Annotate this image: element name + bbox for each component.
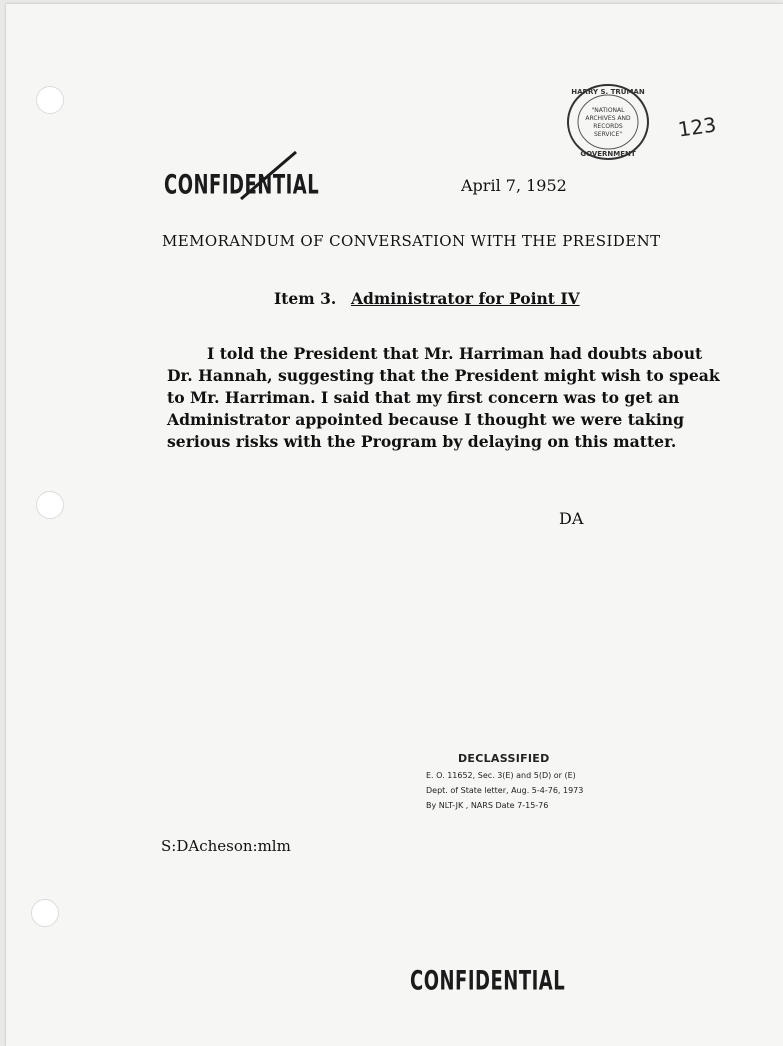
body-line: to Mr. Harriman. I said that my first concern was to get an — [167, 388, 680, 407]
svg-text:ARCHIVES AND: ARCHIVES AND — [585, 115, 631, 122]
punch-hole — [36, 491, 64, 519]
svg-text:"NATIONAL: "NATIONAL — [591, 107, 625, 114]
punch-hole — [31, 899, 59, 927]
item-number: Item 3. — [274, 289, 337, 308]
confidential-stamp-top: CONFIDENTIAL — [164, 168, 320, 201]
declassified-heading: DECLASSIFIED — [458, 752, 550, 765]
item-title: Administrator for Point IV — [351, 289, 580, 308]
memo-body — [167, 343, 720, 453]
body-line: Dr. Hannah, suggesting that the President might wish to speak — [167, 366, 720, 385]
body-line: Administrator appointed because I thought we were taking — [167, 410, 684, 429]
reference-line: S:DAcheson:mlm — [161, 837, 291, 855]
svg-text:SERVICE": SERVICE" — [593, 131, 623, 138]
body-line: I told the President that Mr. Harriman had doubts about — [207, 344, 703, 363]
declass-line: E. O. 11652, Sec. 3(E) and 5(D) or (E) — [426, 771, 576, 780]
declassification-stamp — [426, 752, 646, 810]
strike-mark — [236, 144, 306, 204]
declass-line: By NLT-JK , NARS Date 7-15-76 — [426, 801, 549, 810]
svg-text:GOVERNMENT: GOVERNMENT — [580, 150, 636, 158]
author-initials: DA — [559, 509, 584, 528]
archives-seal — [564, 82, 652, 162]
body-line: serious risks with the Program by delaying on this matter. — [167, 432, 677, 451]
document-page — [6, 4, 783, 1046]
punch-hole — [36, 86, 64, 114]
memo-title: MEMORANDUM OF CONVERSATION WITH THE PRESIDENT — [162, 232, 661, 250]
handwritten-page-number: 123 — [676, 112, 718, 142]
confidential-stamp-bottom: CONFIDENTIAL — [410, 964, 566, 997]
memo-date: April 7, 1952 — [461, 176, 567, 195]
declass-line: Dept. of State letter, Aug. 5-4-76, 1973 — [426, 786, 584, 795]
svg-text:HARRY S. TRUMAN: HARRY S. TRUMAN — [571, 88, 645, 96]
svg-text:RECORDS: RECORDS — [593, 123, 623, 130]
